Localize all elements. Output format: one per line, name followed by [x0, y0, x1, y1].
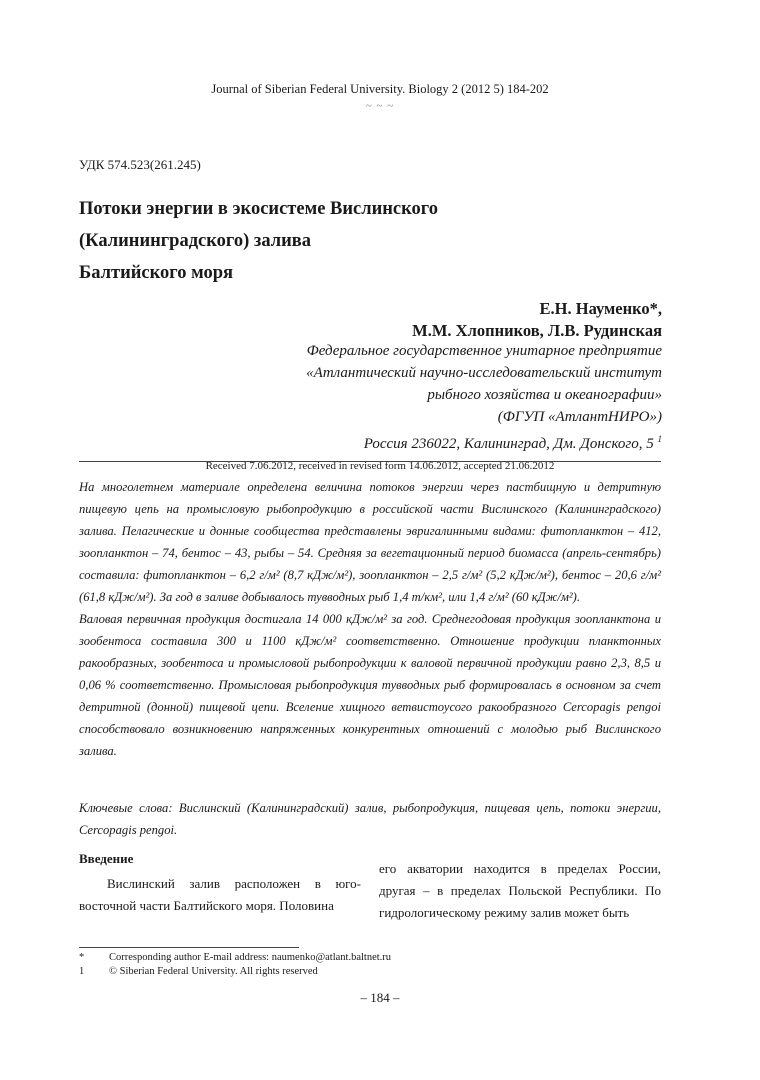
authors	[412, 298, 662, 342]
affiliation-line: рыбного хозяйства и океанографии»	[427, 387, 662, 403]
affiliation-line: Федеральное государственное унитарное предприятие	[306, 343, 662, 359]
abstract	[79, 476, 661, 762]
affiliation-line	[306, 428, 662, 455]
footnote-mark: 1	[79, 966, 85, 977]
title-line: (Калининградского) залива	[79, 231, 312, 251]
received-dates: Received 7.06.2012, received in revised form 14.06.2012, accepted 21.06.2012	[205, 460, 555, 472]
abstract-paragraph: На многолетнем материале определена величина потоков энергии через пастбищную и детритную пищевую цепь на промысловую рыбопродукцию в российской части Вислинского (Калининградского) залива. Пелагические и донные сообщества представлены эвригалинными видами: фитопланктон – 412, зоопланктон – 74, бентос – 43, рыбы – 54. Средняя за вегетационный период биомасса (апрель-сентябрь) составила: фитопланктон – 6,2 г/м² (8,7 кДж/м²), зоопланктон – 2,5 г/м² (5,2 кДж/м²), бентос – 20,6 г/м² (61,8 кДж/м²). За год в заливе добывалось тувводных рыб 1,4 т/км², или 1,4 г/м² (60 кДж/м²).	[79, 480, 661, 604]
footnote-mark: *	[79, 952, 85, 963]
section-heading: Введение	[79, 851, 134, 866]
title-line: Балтийского моря	[79, 263, 234, 283]
footnote-divider	[79, 947, 299, 948]
footnote	[79, 952, 391, 963]
affiliation-line: (ФГУП «АтлантНИРО»)	[497, 409, 662, 425]
affiliation	[306, 340, 662, 455]
footnote-text: © Siberian Federal University. All rights reserved	[109, 966, 318, 977]
abstract-paragraph: Валовая первичная продукция достигала 14 000 кДж/м² за год. Среднегодовая продукция зоопланктона и зообентоса составила 300 и 1100 кДж/м² соответственно. Отношение продукции планктонных ракообразных, зообентоса и промысловой рыбопродукции к валовой первичной продукции равно 2,3, 8,5 и 0,06 % соответственно. Промысловая рыбопродукция тувводных рыб формировалась в основном за счет детритной (донной) пищевой цепи. Вселение хищного ветвистоусого ракообразного Cercopagis pengoi способствовало возникновению напряженных конкурентных отношений с молодью рыб Вислинского залива.	[79, 612, 661, 758]
affiliation-footnote-mark: 1	[657, 434, 662, 444]
authors-line: Е.Н. Науменко*,	[539, 299, 662, 318]
body-column-left: Вислинский залив расположен в юго-восточной части Балтийского моря. Половина	[79, 876, 361, 913]
udk-code: УДК 574.523(261.245)	[79, 157, 201, 172]
keywords: Ключевые слова: Вислинский (Калининградский) залив, рыбопродукция, пищевая цепь, потоки энергии, Cercopagis pengoi.	[79, 801, 661, 837]
affiliation-line: «Атлантический научно-исследовательский институт	[306, 365, 662, 381]
page-number: – 184 –	[360, 990, 400, 1005]
body-column-right: его акватории находится в пределах России, другая – в пределах Польской Республики. По гидрологическому режиму залив может быть	[379, 861, 661, 920]
footnote-text: Corresponding author E-mail address: naumenko@atlant.baltnet.ru	[109, 952, 392, 963]
title-line: Потоки энергии в экосистеме Вислинского	[79, 199, 438, 219]
header-tilde: ~ ~ ~	[365, 100, 395, 112]
journal-header: Journal of Siberian Federal University. Biology 2 (2012 5) 184-202	[211, 82, 549, 96]
footnote	[79, 966, 318, 977]
paper-title	[79, 193, 599, 289]
authors-line: М.М. Хлопников, Л.В. Рудинская	[412, 321, 662, 340]
affiliation-address: Россия 236022, Калининград, Дм. Донского, 5	[363, 436, 654, 452]
